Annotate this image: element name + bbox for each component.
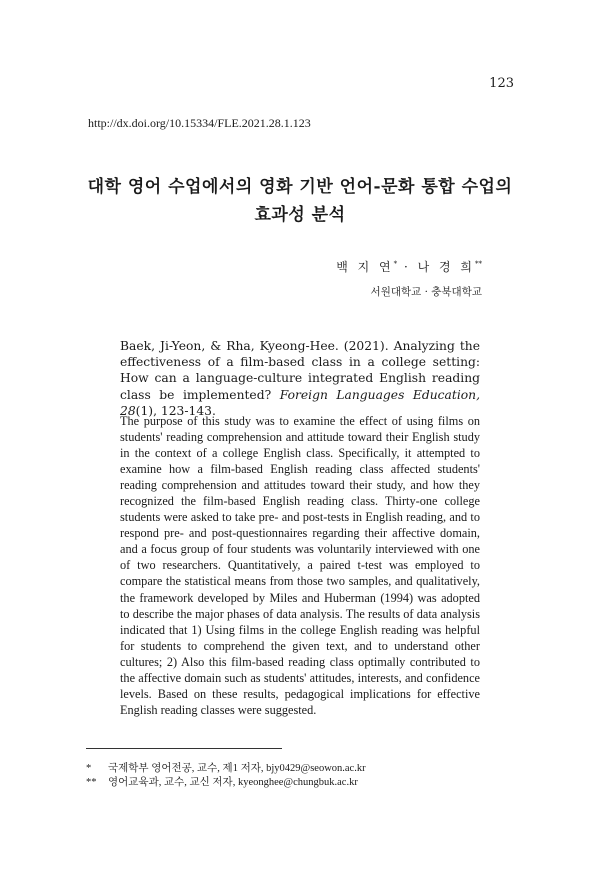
author-2-mark: ** (475, 260, 482, 268)
author-list (336, 258, 482, 275)
author-separator: · (397, 260, 418, 274)
doi-link[interactable]: http://dx.doi.org/10.15334/FLE.2021.28.1.123 (88, 116, 311, 130)
citation (120, 338, 480, 419)
footnote-divider (86, 748, 282, 749)
paper-title-line1: 대학 영어 수업에서의 영화 기반 언어-문화 통합 수업의 (87, 177, 513, 197)
citation-text: Baek, Ji-Yeon, & Rha, Kyeong-Hee. (2021). Analyzing the effectiveness of a film-based class in a college setting: How can a language-culture integrated English reading class be implemented? (120, 339, 480, 402)
footnote-2 (86, 774, 358, 789)
footnote-2-text: 영어교육과, 교수, 교신 저자, kyeonghee@chungbuk.ac.kr (108, 777, 358, 788)
paper-title-line2: 효과성 분석 (254, 205, 346, 225)
footnote-1 (86, 760, 366, 775)
citation-issue: (1), 123-143. (135, 403, 216, 418)
citation-journal: Foreign Languages Education, 28 (120, 387, 480, 418)
page-number: 123 (489, 76, 514, 91)
author-1-mark: * (393, 260, 398, 268)
footnote-1-text: 국제학부 영어전공, 교수, 제1 저자, bjy0429@seowon.ac.kr (108, 763, 366, 774)
author-2: 나 경 희 (417, 260, 475, 274)
author-1: 백 지 연 (336, 260, 394, 274)
abstract: The purpose of this study was to examine the effect of using films on students' reading comprehension and attitude toward their English study in the context of a college English class. Specifically, it attempted to examine how a film-based English reading class affected students' reading comprehension and attitudes toward their study, and how they recognized the film-based English reading class. Thirty-one college students were asked to take pre- and post-tests in English reading, and to respond pre- and post-questionnaires regarding their affective domain, and a focus group of four students was voluntarily interviewed with one of two researchers. Quantitatively, a paired t-test was employed to compare the statistical means from those two samples, and qualitatively, the framework developed by Miles and Huberman (1994) was adopted to describe the major phases of data analysis. The results of data analysis indicated that 1) Using films in the college English reading was helpful for students to comprehend the given text, and to understand other cultures; 2) Also this film-based reading class optimally contributed to the affective domain such as students' attitudes, interests, and confidence levels. Based on these results, pedagogical implications for effective English reading classes were suggested. (120, 414, 480, 717)
footnote-2-mark: ** (86, 777, 97, 788)
affiliations: 서원대학교 · 충북대학교 (370, 286, 482, 298)
footnote-1-mark: * (86, 763, 92, 774)
